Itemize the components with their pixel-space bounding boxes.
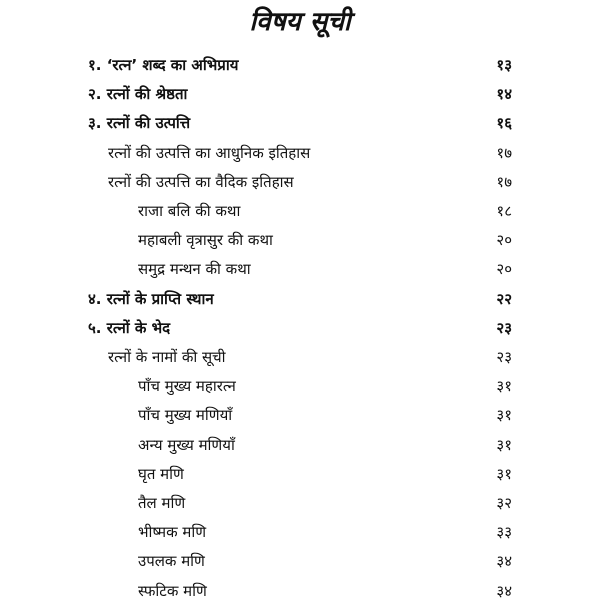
toc-entry xyxy=(0,139,600,167)
toc-entry-label: अन्य मुख्य मणियाँ xyxy=(138,435,235,454)
toc-entry xyxy=(0,168,600,196)
page-title: विषय सूची xyxy=(249,7,351,37)
toc-entry-label: समुद्र मन्थन की कथा xyxy=(138,260,251,279)
toc-entry-page-number: २३ xyxy=(496,348,512,366)
toc-entry xyxy=(0,197,600,225)
toc-entry-label: ४. रत्नों के प्राप्ति स्थान xyxy=(88,289,214,308)
toc-entry-label: रत्नों की उत्पत्ति का वैदिक इतिहास xyxy=(108,172,294,191)
toc-entry xyxy=(0,255,600,283)
toc-entry xyxy=(0,51,600,79)
toc-entry xyxy=(0,314,600,342)
toc-entry-page-number: ३२ xyxy=(496,494,512,512)
toc-entry-page-number: ३१ xyxy=(496,464,512,483)
toc-entry-page-number: १४ xyxy=(496,85,512,104)
toc-entry-page-number: ३१ xyxy=(496,406,512,425)
toc-entry xyxy=(0,401,600,429)
toc-entry-label: पाँच मुख्य महारत्न xyxy=(138,377,236,396)
toc-entry-label: ५. रत्नों के भेद xyxy=(88,318,171,337)
toc-entry-page-number: १८ xyxy=(496,202,512,220)
toc-entry-label: १. ‘रत्न’ शब्द का अभिप्राय xyxy=(88,56,239,74)
toc-entry-page-number: २३ xyxy=(496,318,512,337)
toc-entry-label: पाँच मुख्य मणियाँ xyxy=(138,406,233,425)
toc-entry xyxy=(0,226,600,254)
toc-entry xyxy=(0,460,600,488)
toc-entry-label: ३. रत्नों की उत्पत्ति xyxy=(88,114,191,133)
toc-entry xyxy=(0,109,600,137)
toc-entry xyxy=(0,372,600,400)
toc-entry xyxy=(0,518,600,546)
toc-entry-label: महाबली वृत्रासुर की कथा xyxy=(138,231,273,250)
toc-entry xyxy=(0,547,600,575)
toc-entry-page-number: २२ xyxy=(496,289,512,308)
toc-entry xyxy=(0,343,600,371)
toc-entry-page-number: ३४ xyxy=(496,581,512,600)
toc-entry-page-number: ३३ xyxy=(496,523,512,542)
toc-entry-label: घृत मणि xyxy=(138,464,184,483)
toc-entry-label: स्फटिक मणि xyxy=(138,581,207,600)
toc-entry-page-number: ३१ xyxy=(496,435,512,454)
toc-entry-label: राजा बलि की कथा xyxy=(138,202,241,220)
toc-entry-page-number: १६ xyxy=(496,114,512,133)
toc-entry-label: तैल मणि xyxy=(138,494,186,512)
toc-entry-label: रत्नों के नामों की सूची xyxy=(108,348,226,366)
toc-entry-label: उपलक मणि xyxy=(138,552,205,571)
toc-entry-label: २. रत्नों की श्रेष्ठता xyxy=(88,85,188,104)
toc-entry-page-number: २० xyxy=(496,260,512,279)
toc-entry-page-number: ३४ xyxy=(496,552,512,571)
toc-entry xyxy=(0,431,600,459)
toc-entry xyxy=(0,80,600,108)
toc-entry xyxy=(0,285,600,313)
toc-entry-label: रत्नों की उत्पत्ति का आधुनिक इतिहास xyxy=(108,143,311,162)
toc-entry-page-number: २० xyxy=(496,231,512,250)
toc-entry xyxy=(0,489,600,517)
toc-entry-page-number: १७ xyxy=(496,172,512,191)
toc-entry-page-number: १३ xyxy=(496,56,512,74)
toc-entry-page-number: १७ xyxy=(496,143,512,162)
toc-entry-page-number: ३१ xyxy=(496,377,512,396)
toc-entry xyxy=(0,577,600,605)
toc-entry-label: भीष्मक मणि xyxy=(138,523,207,542)
